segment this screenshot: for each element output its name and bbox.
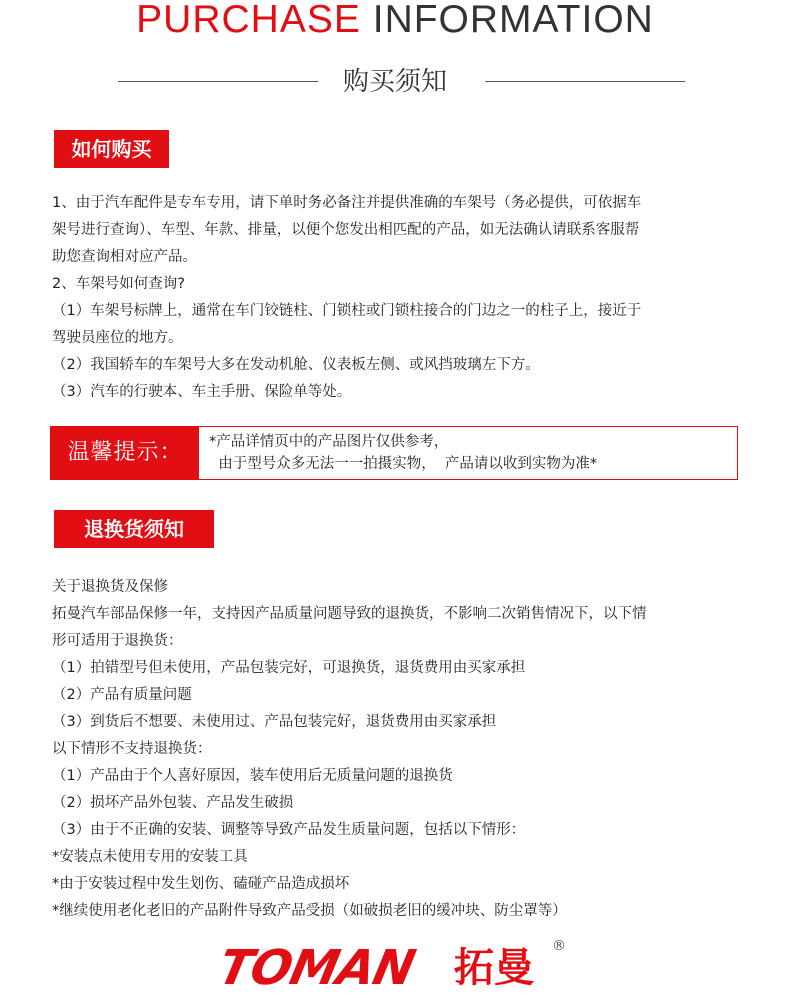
notice-label: 温馨提示： <box>51 427 199 479</box>
notice-text <box>209 431 597 475</box>
logo-chinese: 拓曼 <box>454 945 534 991</box>
text-line: 助您查询相对应产品。 <box>52 249 197 265</box>
how-to-buy-text <box>52 190 742 406</box>
notice-box <box>50 426 738 480</box>
text-line: （3）由于不正确的安装、调整等导致产品发生质量问题，包括以下情形： <box>52 822 526 838</box>
text-line: （2）产品有质量问题 <box>52 687 192 703</box>
logo-wordmark: TOMAN <box>213 940 420 996</box>
text-line: 1、由于汽车配件是专车专用，请下单时务必备注并提供准确的车架号（务必提供，可依据车 <box>52 195 642 211</box>
title-information: INFORMATION <box>372 0 654 41</box>
text-line: 关于退换货及保修 <box>52 579 168 595</box>
page-subtitle: 购买须知 <box>342 67 447 97</box>
text-line: *安装点未使用专用的安装工具 <box>52 849 248 865</box>
text-line: （1）产品由于个人喜好原因，装车使用后无质量问题的退换货 <box>52 768 453 784</box>
notice-line: 由于型号众多无法一一拍摄实物， 产品请以收到实物为准* <box>209 456 598 472</box>
text-line: *继续使用老化老旧的产品附件导致产品受损（如破损老旧的缓冲块、防尘罩等） <box>52 903 567 919</box>
toman-logo <box>213 938 566 996</box>
text-line: 2、车架号如何查询? <box>52 276 185 292</box>
text-line: 以下情形不支持退换货： <box>52 741 212 757</box>
text-line: （2）我国轿车的车架号大多在发动机舱、仪表板左侧、或风挡玻璃左下方。 <box>52 357 540 373</box>
notice-line: *产品详情页中的产品图片仅供参考， <box>209 434 449 450</box>
text-line: （3）到货后不想要、未使用过、产品包装完好，退货费用由买家承担 <box>52 714 497 730</box>
returns-text <box>52 574 742 925</box>
text-line: 拓曼汽车部品保修一年，支持因产品质量问题导致的退换货，不影响二次销售情况下，以下情 <box>52 606 647 622</box>
text-line: （1）拍错型号但未使用，产品包装完好，可退换货，退货费用由买家承担 <box>52 660 526 676</box>
text-line: *由于安装过程中发生划伤、磕碰产品造成损坏 <box>52 876 350 892</box>
text-line: （2）损坏产品外包装、产品发生破损 <box>52 795 294 811</box>
section-tag-returns: 退换货须知 <box>54 510 214 548</box>
section-tag-how-to-buy: 如何购买 <box>54 130 169 168</box>
text-line: 驾驶员座位的地方。 <box>52 330 183 346</box>
text-line: （3）汽车的行驶本、车主手册、保险单等处。 <box>52 384 352 400</box>
page-title <box>0 0 790 46</box>
registered-mark: ® <box>552 938 566 954</box>
text-line: 形可适用于退换货： <box>52 633 183 649</box>
title-purchase: PURCHASE <box>136 0 361 41</box>
text-line: （1）车架号标牌上，通常在车门铰链柱、门锁柱或门锁柱接合的门边之一的柱子上，接近于 <box>52 303 642 319</box>
text-line: 架号进行查询）、车型、年款、排量，以便个您发出相匹配的产品，如无法确认请联系客服帮 <box>52 222 640 238</box>
